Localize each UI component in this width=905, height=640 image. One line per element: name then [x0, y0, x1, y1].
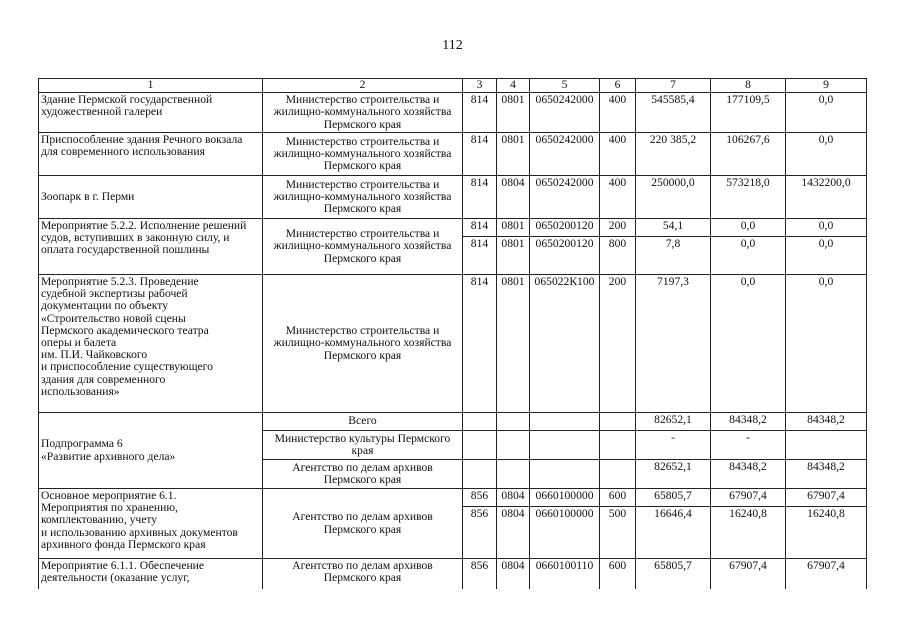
name-line: Мероприятие 6.1.1. Обеспечение — [41, 559, 205, 572]
cell-vr: 400 — [600, 93, 636, 133]
cell-v7: 250000,0 — [636, 176, 711, 219]
cell-v9: 16240,8 — [786, 507, 867, 559]
cell-v7: 82652,1 — [636, 413, 711, 431]
table-row — [39, 176, 867, 219]
name-line: архивного фонда Пермского края — [41, 537, 206, 551]
cell-csr: 0650242000 — [530, 133, 600, 176]
name-line: и использованию архивных документов — [41, 525, 238, 539]
cell-grbs: 814 — [463, 176, 497, 219]
row-org: Министерство строительства и жилищно-коммунального хозяйства Пермского края — [263, 133, 463, 176]
row-name — [39, 489, 263, 559]
cell-v8: 84348,2 — [711, 460, 786, 489]
row-name: Приспособление здания Речного вокзала для современного использования — [39, 133, 263, 176]
cell-v7: 545585,4 — [636, 93, 711, 133]
cell-v8: 84348,2 — [711, 413, 786, 431]
row-org: Агентство по делам архивов Пермского края — [263, 559, 463, 589]
table-row — [39, 219, 867, 237]
cell-v7: 65805,7 — [636, 559, 711, 589]
table-row — [39, 559, 867, 589]
cell-csr: 0660100000 — [530, 507, 600, 559]
cell-csr: 0660100110 — [530, 559, 600, 589]
cell-csr: 0660100000 — [530, 489, 600, 507]
cell-section: 0801 — [497, 93, 530, 133]
col-header: 9 — [786, 79, 867, 93]
cell-vr: 600 — [600, 489, 636, 507]
cell-grbs: 856 — [463, 489, 497, 507]
cell-v8: 0,0 — [711, 237, 786, 275]
cell-section: 0801 — [497, 133, 530, 176]
name-line: Подпрограмма 6 — [41, 437, 123, 451]
cell-section: 0804 — [497, 489, 530, 507]
name-line: Мероприятия по хранению, — [41, 501, 178, 515]
cell-grbs: 814 — [463, 219, 497, 237]
cell-v9: 84348,2 — [786, 413, 867, 431]
col-header: 8 — [711, 79, 786, 93]
row-name: Здание Пермской государственной художественной галереи — [39, 93, 263, 133]
table-row — [39, 275, 867, 413]
name-line: Пермского академического театра — [41, 323, 209, 337]
col-header: 1 — [39, 79, 263, 93]
cell-vr: 600 — [600, 559, 636, 589]
name-line: Основное мероприятие 6.1. — [41, 489, 177, 502]
cell-csr: 0650200120 — [530, 219, 600, 237]
total-label: Всего — [263, 413, 463, 431]
row-name — [39, 275, 263, 413]
row-name: Мероприятие 5.2.2. Исполнение решений судов, вступивших в законную силу, и оплата государственной пошлины — [39, 219, 263, 275]
name-line: им. П.И. Чайковского — [41, 348, 148, 362]
col-header: 5 — [530, 79, 600, 93]
cell-grbs: 856 — [463, 507, 497, 559]
cell-v9: 0,0 — [786, 237, 867, 275]
table-row — [39, 133, 867, 176]
cell-vr: 500 — [600, 507, 636, 559]
cell-v8: 0,0 — [711, 219, 786, 237]
cell-grbs: 814 — [463, 93, 497, 133]
col-header: 3 — [463, 79, 497, 93]
name-line: комплектованию, учету — [41, 513, 158, 527]
cell-vr: 200 — [600, 275, 636, 413]
cell-v9: 1432200,0 — [786, 176, 867, 219]
budget-table — [38, 78, 867, 589]
row-org: Министерство строительства и жилищно-коммунального хозяйства Пермского края — [263, 219, 463, 275]
col-header: 2 — [263, 79, 463, 93]
cell-section: 0804 — [497, 507, 530, 559]
row-org: Агентство по делам архивов Пермского края — [263, 460, 463, 489]
table-row — [39, 489, 867, 507]
table-row — [39, 413, 867, 431]
cell-grbs: 814 — [463, 275, 497, 413]
cell-v7: 16646,4 — [636, 507, 711, 559]
cell-v9: 0,0 — [786, 219, 867, 237]
cell-csr: 065022К100 — [530, 275, 600, 413]
cell-v7: 7,8 — [636, 237, 711, 275]
col-header: 6 — [600, 79, 636, 93]
cell-v9: 84348,2 — [786, 460, 867, 489]
cell-section: 0801 — [497, 219, 530, 237]
name-line: и приспособление существующего — [41, 360, 213, 374]
cell-v9: 0,0 — [786, 133, 867, 176]
cell-v8: 67907,4 — [711, 489, 786, 507]
cell-v7: 65805,7 — [636, 489, 711, 507]
row-org: Министерство строительства и жилищно-коммунального хозяйства Пермского края — [263, 93, 463, 133]
name-line: Мероприятие 5.2.3. Проведение — [41, 275, 199, 288]
cell-v9: 0,0 — [786, 93, 867, 133]
cell-v7: 54,1 — [636, 219, 711, 237]
cell-v9: 0,0 — [786, 275, 867, 413]
cell-csr: 0650200120 — [530, 237, 600, 275]
cell-csr: 0650242000 — [530, 93, 600, 133]
cell-v8: 16240,8 — [711, 507, 786, 559]
cell-csr: 0650242000 — [530, 176, 600, 219]
cell-v8: 177109,5 — [711, 93, 786, 133]
header-row — [39, 79, 867, 93]
row-org: Министерство культуры Пермского края — [263, 431, 463, 460]
cell-v8: 573218,0 — [711, 176, 786, 219]
cell-grbs: 814 — [463, 237, 497, 275]
cell-vr: 400 — [600, 133, 636, 176]
name-line: здания для современного — [41, 372, 166, 386]
name-line: оперы и балета — [41, 336, 117, 350]
name-line: судебной экспертизы рабочей — [41, 287, 188, 301]
row-org: Министерство строительства и жилищно-коммунального хозяйства Пермского края — [263, 275, 463, 413]
col-header: 4 — [497, 79, 530, 93]
row-name — [39, 413, 263, 489]
cell-vr: 200 — [600, 219, 636, 237]
table-row — [39, 93, 867, 133]
cell-vr: 800 — [600, 237, 636, 275]
cell-section: 0804 — [497, 176, 530, 219]
cell-v9: 67907,4 — [786, 559, 867, 589]
row-name — [39, 559, 263, 589]
cell-v8: 67907,4 — [711, 559, 786, 589]
cell-v7: - — [636, 431, 711, 460]
cell-v7: 82652,1 — [636, 460, 711, 489]
cell-v7: 7197,3 — [636, 275, 711, 413]
row-name: Зоопарк в г. Перми — [39, 176, 263, 219]
name-line: «Строительство новой сцены — [41, 311, 186, 325]
cell-grbs: 814 — [463, 133, 497, 176]
name-line: документации по объекту — [41, 299, 168, 313]
cell-v9: 67907,4 — [786, 489, 867, 507]
col-header: 7 — [636, 79, 711, 93]
page-number: 112 — [442, 38, 463, 53]
row-org: Министерство строительства и жилищно-коммунального хозяйства Пермского края — [263, 176, 463, 219]
cell-v7: 220 385,2 — [636, 133, 711, 176]
cell-section: 0801 — [497, 275, 530, 413]
cell-v8: 106267,6 — [711, 133, 786, 176]
cell-grbs: 856 — [463, 559, 497, 589]
name-line: деятельности (оказание услуг, — [41, 571, 190, 585]
row-org: Агентство по делам архивов Пермского края — [263, 489, 463, 559]
cell-v8: 0,0 — [711, 275, 786, 413]
name-line: «Развитие архивного дела» — [41, 449, 176, 463]
cell-vr: 400 — [600, 176, 636, 219]
name-line: использования» — [41, 384, 120, 398]
cell-v8: - — [711, 431, 786, 460]
cell-section: 0804 — [497, 559, 530, 589]
cell-section: 0801 — [497, 237, 530, 275]
